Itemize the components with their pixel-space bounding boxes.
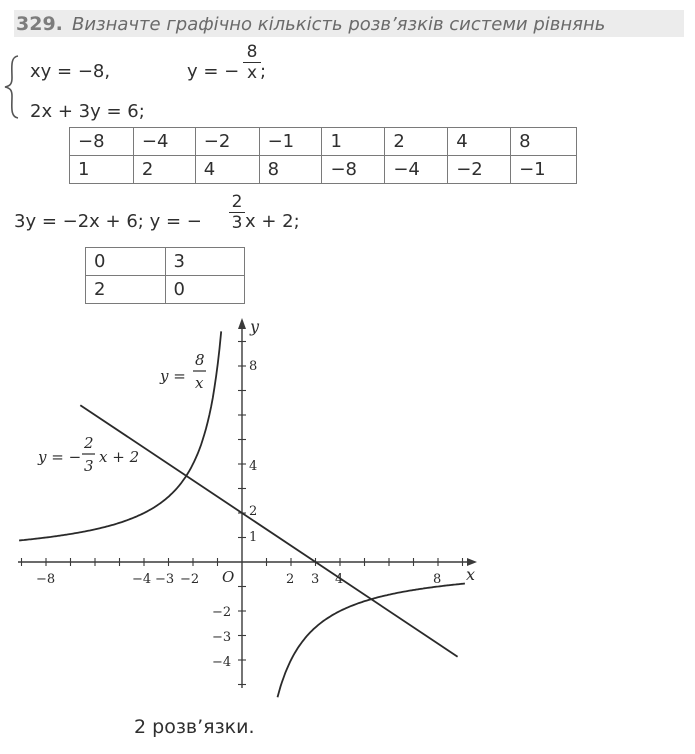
table-cell: −4: [133, 128, 195, 156]
equation-1: xy = −8,: [30, 61, 111, 82]
y-tick-label: 4: [249, 459, 258, 474]
values-table-hyperbola: [69, 127, 577, 184]
line-label-lhs: y = −: [38, 448, 82, 466]
line-label-numerator: 2: [84, 434, 94, 452]
table-cell: −2: [448, 156, 511, 184]
y-tick-label: 1: [249, 530, 258, 545]
line-graph: [80, 405, 457, 657]
table-cell: 8: [511, 128, 577, 156]
table-cell: −1: [259, 128, 322, 156]
table-cell: 2: [133, 156, 195, 184]
hyperbola-label: [159, 351, 206, 392]
task-number: 329.: [16, 13, 63, 35]
equation-1-denominator: x: [246, 63, 258, 83]
origin-label: O: [222, 568, 235, 586]
x-tick-label: −3: [155, 572, 175, 587]
y-tick-label: −4: [212, 655, 232, 670]
system-brace: [3, 54, 21, 120]
task-header: [14, 10, 684, 37]
hyperbola-branch-right: [278, 584, 465, 698]
hyperbola-branch-left: [19, 331, 221, 540]
x-tick-label: 3: [311, 572, 320, 587]
line-equation-prefix: 3y = −2x + 6; y = −: [14, 211, 202, 232]
hyperbola-label-lhs: y =: [160, 367, 186, 385]
table-row: [86, 248, 245, 276]
y-tick-label: −3: [212, 630, 232, 645]
equation-1-solved-prefix: y = −: [187, 61, 240, 82]
table-cell: −8: [70, 128, 134, 156]
table-cell: −1: [511, 156, 577, 184]
table-cell: 2: [86, 276, 166, 304]
x-axis-label: x: [466, 565, 476, 584]
line-equation-denominator: 3: [231, 213, 243, 233]
table-row-x: [70, 128, 577, 156]
hyperbola-label-numerator: 8: [195, 351, 205, 369]
equation-1-numerator: 8: [246, 42, 258, 62]
table-cell: 4: [195, 156, 259, 184]
table-cell: 0: [165, 276, 245, 304]
x-tick-label: −8: [36, 572, 56, 587]
table-cell: −8: [322, 156, 385, 184]
table-cell: 8: [259, 156, 322, 184]
line-equation-numerator: 2: [231, 192, 243, 212]
table-cell: 4: [448, 128, 511, 156]
task-text: Визначте графічно кількість розв’язків системи рівнянь: [72, 14, 606, 35]
table-row-y: [70, 156, 577, 184]
table-cell: 0: [86, 248, 166, 276]
line-equation-fraction: [230, 192, 244, 233]
values-table-line: [85, 247, 245, 304]
x-tick-label: 8: [433, 572, 442, 587]
y-axis-arrow-icon: [238, 318, 246, 329]
x-tick-label: −4: [132, 572, 152, 587]
table-cell: −2: [195, 128, 259, 156]
equation-1-fraction: [244, 42, 260, 83]
table-cell: 1: [70, 156, 134, 184]
table-cell: 3: [165, 248, 245, 276]
y-tick-label: 2: [249, 504, 258, 519]
equation-2: 2x + 3y = 6;: [30, 101, 145, 122]
x-tick-label: 4: [335, 572, 344, 587]
y-tick-label: −2: [212, 605, 232, 620]
table-row: [86, 276, 245, 304]
line-label: [37, 434, 139, 475]
answer-text: 2 розв’язки.: [134, 716, 255, 738]
hyperbola-label-denominator: x: [195, 374, 204, 392]
line-equation-suffix: x + 2;: [245, 211, 300, 232]
x-tick-label: −2: [180, 572, 200, 587]
line-label-denominator: 3: [84, 457, 94, 475]
y-axis-label: y: [250, 317, 260, 336]
x-tick-label: 2: [286, 572, 295, 587]
table-cell: 2: [385, 128, 448, 156]
equation-1-semicolon: ;: [260, 61, 267, 82]
function-graph: [0, 310, 695, 718]
line-label-rhs: x + 2: [99, 448, 140, 466]
y-tick-label: 8: [249, 359, 258, 374]
table-cell: 1: [322, 128, 385, 156]
table-cell: −4: [385, 156, 448, 184]
